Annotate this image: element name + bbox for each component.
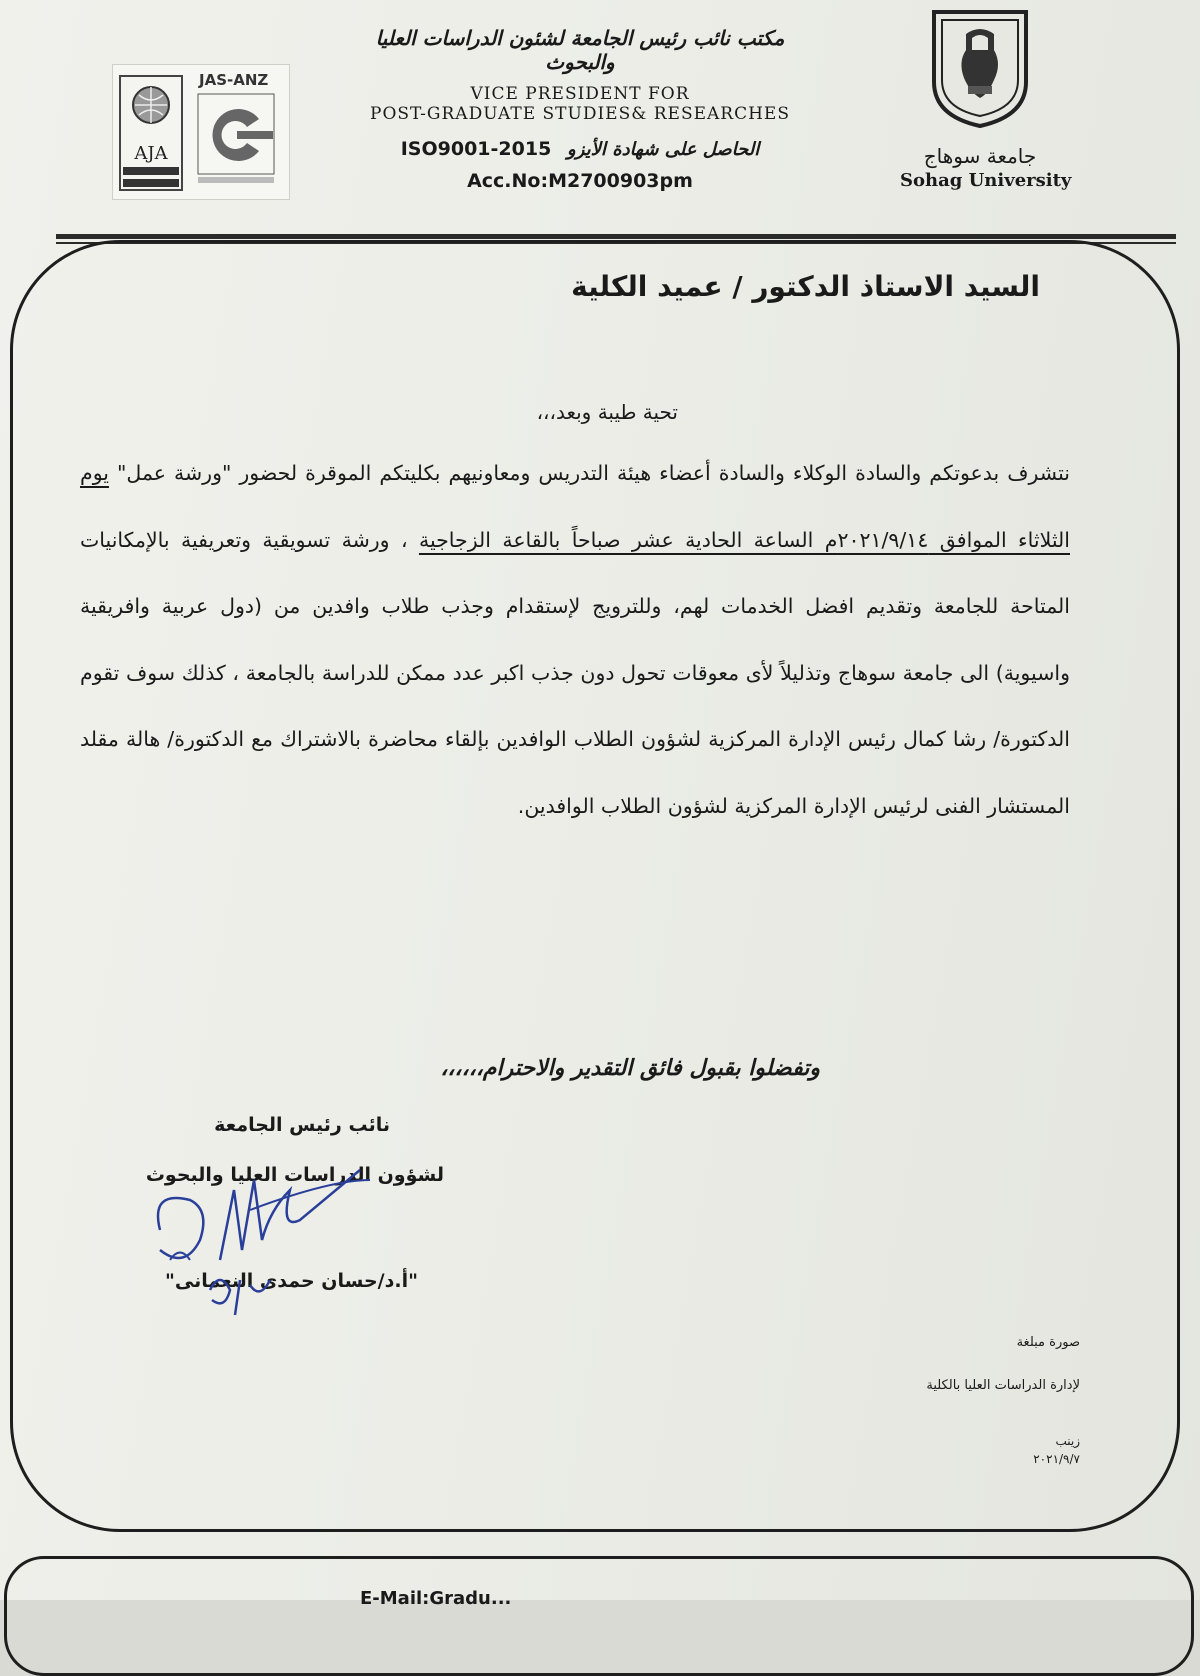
university-name-en: Sohag University — [900, 170, 1072, 191]
body-underlined-date: يوم الثلاثاء الموافق ٢٠٢١/٩/١٤م الساعة الحادية عشر صباحاً بالقاعة الزجاجية — [80, 461, 1070, 552]
closing: وتفضلوا بقبول فائق التقدير والاحترام،،،،،، — [440, 1056, 820, 1081]
certification-logos — [112, 64, 290, 200]
accreditation-number: Acc.No:M2700903pm — [467, 170, 693, 192]
university-block — [900, 6, 1072, 191]
copy-recipient: لإدارة الدراسات العليا بالكلية — [926, 1378, 1080, 1393]
body-text-1: نتشرف بدعوتكم والسادة الوكلاء والسادة أعضاء هيئة التدريس ومعاونيهم بكليتكم الموقرة لحضور "ورشة عمل" — [116, 461, 1070, 485]
jas-anz-logo-icon — [197, 93, 281, 187]
typist-name: زينب — [1055, 1434, 1080, 1448]
copy-label: صورة مبلغة — [1016, 1335, 1080, 1350]
handwritten-signature-icon — [130, 1150, 390, 1330]
signatory-name: "أ.د/حسان حمدى النعمانى" — [164, 1270, 418, 1292]
document-date: ٢٠٢١/٩/٧ — [1033, 1452, 1080, 1466]
header-divider — [56, 234, 1176, 239]
jas-anz-label: JAS-ANZ — [199, 71, 269, 89]
greeting: تحية طيبة وبعد،،، — [536, 400, 678, 424]
iso-label-ar: الحاصل على شهادة الأيزو — [567, 139, 760, 160]
letter-border — [10, 240, 1180, 1532]
university-name-ar: جامعة سوهاج — [923, 144, 1037, 168]
footer-email: E-Mail:Gradu... — [360, 1588, 512, 1609]
signatory-title-2: لشؤون الدراسات العليا والبحوث — [145, 1164, 444, 1186]
office-header — [360, 26, 800, 192]
vp-title-line2: POST-GRADUATE STUDIES& RESEARCHES — [370, 104, 790, 124]
signatory-title-1: نائب رئيس الجامعة — [214, 1114, 390, 1136]
university-seal-icon — [928, 6, 1032, 130]
letter-body — [80, 440, 1070, 839]
iso-row — [360, 138, 800, 160]
aja-logo-icon — [119, 75, 183, 191]
aja-logo-text: AJA — [134, 143, 168, 164]
iso-code: ISO9001-2015 — [400, 138, 552, 160]
office-name-ar: مكتب نائب رئيس الجامعة لشئون الدراسات العليا والبحوث — [375, 26, 785, 74]
addressee: السيد الاستاذ الدكتور / عميد الكلية — [571, 270, 1040, 303]
body-text-2: ، ورشة تسويقية وتعريفية بالإمكانيات المتاحة للجامعة وتقديم افضل الخدمات لهم، وللترويج لإستقدام وجذب طلاب وافدين من (دول عربية وافريقية واسيوية) الى جامعة سوهاج وتذليلاً لأى معوقات تحول دون جذب اكبر عدد ممكن للدراسة بالجامعة ، كذلك سوف تقوم الدكتورة/ رشا كمال رئيس الإدارة المركزية لشؤون الطلاب الوافدين بإلقاء محاضرة بالاشتراك مع الدكتورة/ هالة مقلد المستشار الفنى لرئيس الإدارة المركزية لشؤون الطلاب الوافدين. — [80, 527, 1070, 818]
vp-title-line1: VICE PRESIDENT FOR — [470, 84, 690, 104]
footer-border — [4, 1556, 1194, 1676]
